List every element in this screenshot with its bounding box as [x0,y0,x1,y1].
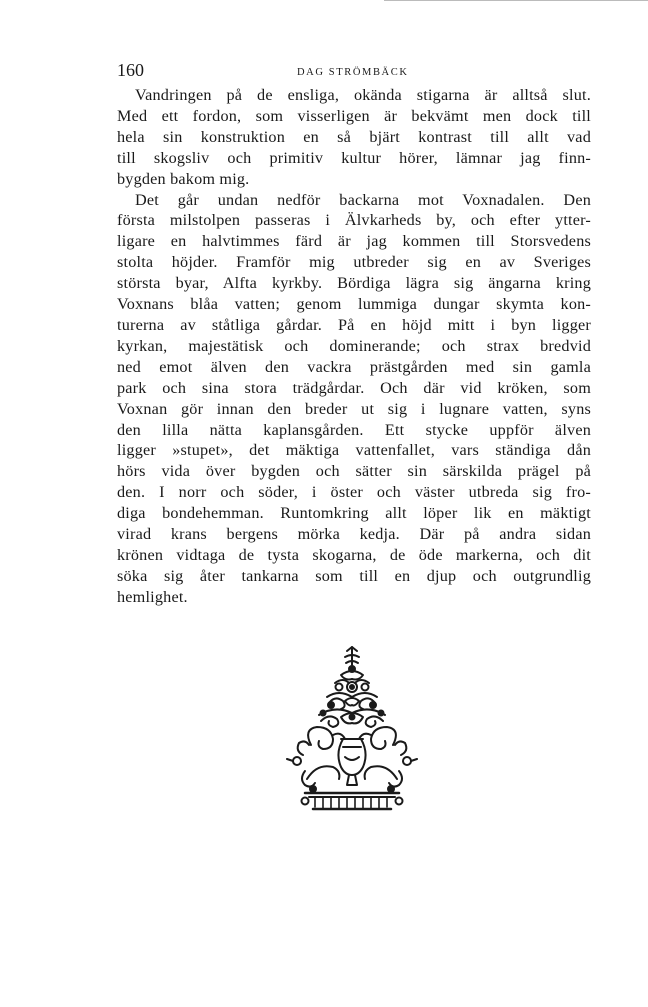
text-line: park och sina stora trädgårdar. Och där vid kröken, som [117,378,591,397]
text-line: hela sin konstruktion en så bjärt kontrast till allt vad [117,127,591,146]
text-line: kyrkan, majestätisk och dominerande; och strax bredvid [117,336,591,355]
text-line: ligger »stupet», det mäktiga vattenfallet, vars ständiga dån [117,441,591,460]
text-line: ligare en halvtimmes färd är jag kommen till Storsvedens [117,232,591,251]
text-line: den. I norr och söder, i öster och väster utbreda sig fro- [117,483,591,502]
text-line: Det går undan nedför backarna mot Voxnadalen. Den [135,190,591,209]
page-header [117,58,591,84]
text-line: ned emot älven den vackra prästgården med sin gamla [117,357,591,376]
text-line: stolta höjder. Framför mig utbreder sig en av Sveriges [117,253,591,272]
text-line: hörs vida över bygden och sätter sin särskilda prägel på [117,462,591,481]
ornament-svg [283,643,421,816]
body-text [117,85,591,608]
text-line: diga bondehemman. Runtomkring allt löper lik en mäktigt [117,504,591,523]
paragraph-1 [117,85,591,190]
running-head: DAG STRÖMBÄCK [297,67,409,78]
text-line: Med ett fordon, som visserligen är bekvämt men dock till [117,106,591,125]
top-edge-rule [384,0,648,1]
text-line: första milstolpen passeras i Älvkarheds by, och efter ytter- [117,211,591,230]
text-line: Vandringen på de ensliga, okända stigarna är alltså slut. [135,86,591,104]
text-line: söka sig åter tankarna som till en djup och outgrundlig [117,566,591,585]
text-line: största byar, Alfta kyrkby. Bördiga lägra sig ängarna kring [117,274,591,293]
text-line: hemlighet. [117,587,188,606]
text-line: Voxnans blåa vatten; genom lummiga dungar skymta kon- [117,295,591,314]
text-line: Voxnan gör innan den breder ut sig i lugnare vatten, syns [117,399,591,418]
text-line: den lilla nätta kaplansgården. Ett stycke uppför älven [117,420,591,439]
paragraph-2 [117,190,591,608]
text-line: krönen vidtaga de tysta skogarna, de öde markerna, och dit [117,545,591,564]
text-line: till skogsliv och primitiv kultur hörer, lämnar jag finn- [117,148,591,167]
page-number: 160 [117,60,144,80]
text-line: bygden bakom mig. [117,169,250,188]
floral-vase-tailpiece-icon [283,643,421,816]
text-line: virad krans bergens mörka kedja. Där på andra sidan [117,525,591,544]
text-line: turerna av ståtliga gårdar. På en höjd mitt i byn ligger [117,315,591,334]
